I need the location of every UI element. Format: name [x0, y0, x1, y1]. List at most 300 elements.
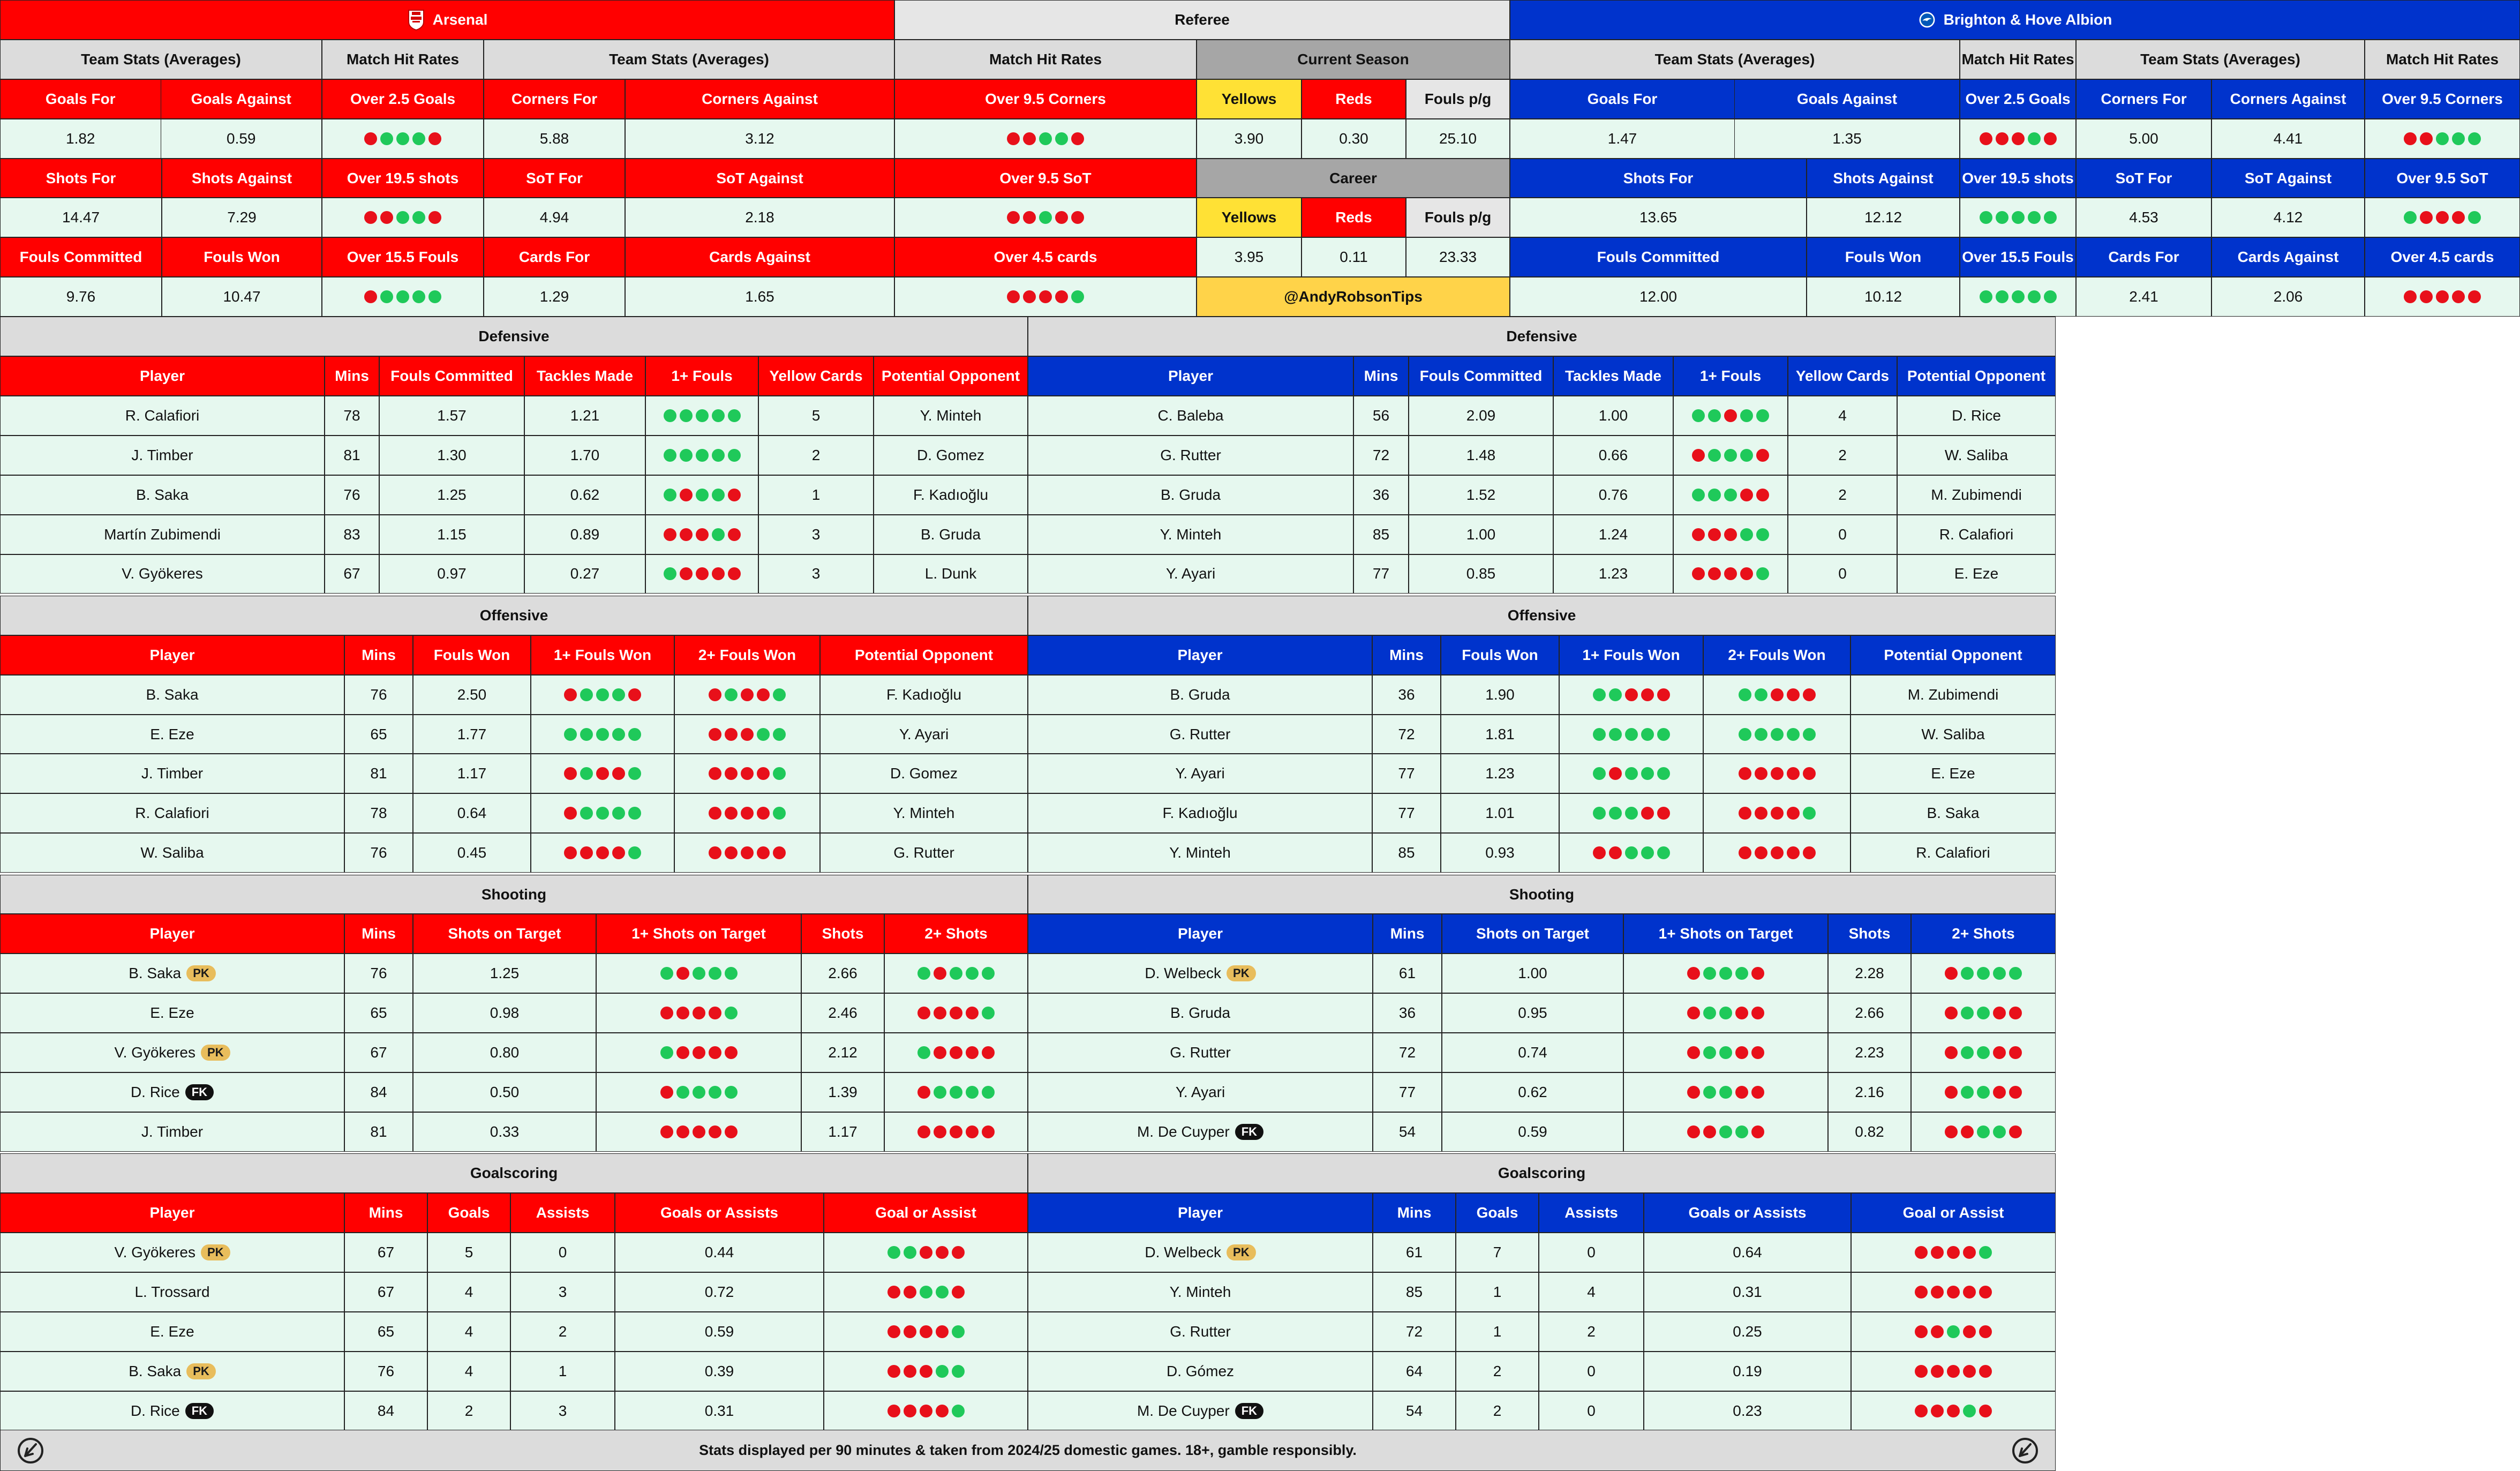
hit-rate-dots: [887, 1246, 965, 1259]
miss-dot: [564, 846, 577, 859]
hit-dot: [380, 132, 393, 145]
hit-dot: [982, 967, 995, 980]
miss-dot: [773, 846, 786, 859]
hit-dot: [1039, 211, 1052, 224]
table-row: [0, 554, 1028, 594]
miss-dot: [757, 846, 770, 859]
away-over-corners-dots: [2365, 119, 2520, 159]
miss-dot: [596, 767, 609, 780]
column-header: Potential Opponent: [1897, 356, 2056, 396]
table-row: [1028, 515, 2056, 554]
stat-fw: 0.93: [1441, 833, 1559, 873]
away-hit-rates-label: Match Hit Rates: [2365, 40, 2520, 79]
miss-dot: [757, 767, 770, 780]
stat-fc: 1.52: [1409, 475, 1553, 515]
player-label: B. Gruda: [1170, 1004, 1231, 1022]
hit-dot: [380, 290, 393, 303]
player-label: C. Baleba: [1157, 407, 1224, 424]
hit-rate-dots: [664, 528, 741, 541]
hit-dot: [2012, 290, 2025, 303]
player-label: F. Kadıoğlu: [1162, 805, 1238, 822]
stat-fc: 0.97: [379, 554, 524, 594]
hit-rate-dots: [1687, 1125, 1764, 1138]
hit-dot: [1625, 807, 1638, 820]
stat-opp: R. Calafiori: [1850, 833, 2056, 873]
miss-dot: [1692, 567, 1705, 580]
player-label: E. Eze: [150, 1323, 194, 1340]
stat-mins: 85: [1373, 1272, 1456, 1312]
home-shots-against: 7.29: [162, 198, 322, 237]
stat-g: 1: [1456, 1312, 1539, 1352]
hit-dot: [1735, 1125, 1748, 1138]
miss-dot: [728, 528, 741, 541]
player-label: J. Timber: [141, 765, 204, 782]
stat-tm: 1.24: [1553, 515, 1673, 554]
miss-dot: [1687, 967, 1700, 980]
miss-dot: [1609, 767, 1622, 780]
player-label: G. Rutter: [1160, 446, 1221, 463]
miss-dot: [904, 1405, 916, 1417]
hit-rate-dots: [709, 767, 786, 780]
miss-dot: [1771, 846, 1784, 859]
hit-dot: [564, 728, 577, 741]
miss-dot: [709, 807, 721, 820]
hit-dot: [2028, 211, 2041, 224]
hit-dot: [1735, 967, 1748, 980]
miss-dot: [1751, 967, 1764, 980]
hit-rate-dots: [1692, 567, 1769, 580]
hit-dot: [660, 1046, 673, 1059]
player-name: [0, 436, 325, 475]
away-team-name: Brighton & Hove Albion: [1943, 11, 2112, 28]
stat-opp: L. Dunk: [874, 554, 1028, 594]
hit-rate-cell: [596, 1112, 801, 1152]
stat-shots: 2.46: [801, 993, 884, 1033]
player-name: [1028, 1312, 1373, 1352]
hit-rate-dots: [2404, 290, 2481, 303]
player-name: [0, 833, 344, 873]
miss-dot: [741, 846, 754, 859]
hit-rate-cell: [1703, 793, 1850, 833]
stat-a: 2: [510, 1312, 615, 1352]
miss-dot: [1657, 807, 1670, 820]
over-sot-header: Over 9.5 SoT: [2365, 159, 2520, 198]
miss-dot: [1947, 1405, 1960, 1417]
hit-rate-cell: [884, 1072, 1028, 1112]
miss-dot: [1007, 211, 1020, 224]
miss-dot: [936, 1246, 949, 1259]
player-label: D. Rice: [130, 1402, 180, 1419]
hit-rate-dots: [364, 211, 441, 224]
hit-rate-dots: [660, 1007, 738, 1019]
hit-rate-cell: [1623, 954, 1828, 993]
away-offensive-section: [1028, 596, 2056, 873]
player-label: Y. Ayari: [1175, 1083, 1225, 1100]
hit-rate-dots: [564, 846, 641, 859]
miss-dot: [1755, 846, 1767, 859]
hit-dot: [725, 688, 738, 701]
hit-rate-cell: [645, 436, 758, 475]
hit-rate-dots: [709, 688, 786, 701]
hit-rate-dots: [2404, 211, 2481, 224]
miss-dot: [2452, 290, 2465, 303]
miss-dot: [725, 728, 738, 741]
table-header-row: [0, 635, 1028, 675]
column-header: Mins: [1373, 1193, 1456, 1233]
hit-dot: [1980, 211, 1992, 224]
miss-dot: [1740, 567, 1753, 580]
stat-opp: Y. Minteh: [820, 793, 1028, 833]
column-header: Mins: [344, 914, 413, 954]
hit-rate-cell: [1673, 436, 1788, 475]
hit-dot: [1593, 688, 1606, 701]
career-label: Career: [1197, 159, 1510, 198]
miss-dot: [1023, 290, 1036, 303]
miss-dot: [887, 1325, 900, 1338]
hit-rate-cell: [531, 715, 674, 754]
miss-dot: [564, 688, 577, 701]
referee-career-fouls: 23.33: [1406, 237, 1510, 277]
stat-tm: 0.27: [524, 554, 645, 594]
hit-rate-dots: [917, 1086, 995, 1099]
shots-against-header: Shots Against: [162, 159, 322, 198]
stat-yc: 0: [1788, 515, 1897, 554]
referee-current-reds: 0.30: [1302, 119, 1406, 159]
stat-mins: 76: [325, 475, 379, 515]
hit-dot: [773, 807, 786, 820]
stat-sot: 0.80: [413, 1033, 596, 1072]
fouls-won-header: Fouls Won: [1807, 237, 1960, 277]
hit-rate-dots: [664, 489, 741, 501]
column-header: Goals: [427, 1193, 510, 1233]
reds-label: Reds: [1302, 79, 1406, 119]
miss-dot: [1687, 1125, 1700, 1138]
player-label: Y. Ayari: [1175, 765, 1225, 782]
miss-dot: [709, 767, 721, 780]
stat-mins: 54: [1373, 1391, 1456, 1431]
hit-rate-cell: [824, 1272, 1028, 1312]
miss-dot: [2420, 211, 2433, 224]
stat-sot: 1.25: [413, 954, 596, 993]
hit-dot: [917, 967, 930, 980]
column-header: Player: [1028, 635, 1372, 675]
hit-rate-cell: [1911, 1072, 2056, 1112]
hit-rate-dots: [1915, 1365, 1992, 1378]
hit-dot: [1703, 1007, 1716, 1019]
table-row: [1028, 754, 2056, 793]
miss-dot: [1787, 807, 1800, 820]
home-over-shots-dots: [322, 198, 484, 237]
hit-rate-cell: [1673, 475, 1788, 515]
miss-dot: [1708, 528, 1721, 541]
hit-dot: [580, 688, 593, 701]
hit-dot: [1977, 1046, 1990, 1059]
column-header: 1+ Fouls: [645, 356, 758, 396]
table-row: [0, 954, 1028, 993]
hit-dot: [676, 1086, 689, 1099]
hit-dot: [1609, 688, 1622, 701]
stat-tm: 0.62: [524, 475, 645, 515]
miss-dot: [676, 1046, 689, 1059]
hit-rate-cell: [824, 1312, 1028, 1352]
hit-rate-dots: [2404, 132, 2481, 145]
stat-ga: 0.23: [1644, 1391, 1851, 1431]
miss-dot: [1979, 1325, 1992, 1338]
hit-rate-dots: [664, 449, 741, 462]
referee-career-yellows: 3.95: [1197, 237, 1302, 277]
hit-dot: [1625, 767, 1638, 780]
table-row: [1028, 1112, 2056, 1152]
table-header-row: [0, 356, 1028, 396]
hit-rate-cell: [645, 396, 758, 436]
table-row: [1028, 675, 2056, 715]
stat-fw: 0.45: [413, 833, 531, 873]
miss-dot: [693, 1046, 705, 1059]
home-cards-against: 1.65: [625, 277, 894, 317]
away-goals-for: 1.47: [1510, 119, 1735, 158]
stat-mins: 36: [1372, 675, 1441, 715]
stat-ga: 0.19: [1644, 1352, 1851, 1391]
stat-opp: G. Rutter: [820, 833, 1028, 873]
hit-dot: [1657, 767, 1670, 780]
miss-dot: [917, 1086, 930, 1099]
hit-dot: [396, 211, 409, 224]
column-header: Shots on Target: [1442, 914, 1623, 954]
home-over-cards-dots: [894, 277, 1197, 317]
miss-dot: [887, 1405, 900, 1417]
stat-mins: 85: [1372, 833, 1441, 873]
miss-dot: [1803, 846, 1816, 859]
hit-dot: [1977, 1007, 1990, 1019]
hit-dot: [2468, 211, 2481, 224]
player-name: [0, 515, 325, 554]
section-title: Offensive: [1028, 596, 2056, 635]
hit-rate-cell: [884, 1112, 1028, 1152]
hit-rate-dots: [1739, 688, 1816, 701]
stat-opp: M. Zubimendi: [1850, 675, 2056, 715]
miss-dot: [1961, 1125, 1974, 1138]
hit-dot: [628, 767, 641, 780]
hit-dot: [712, 409, 725, 422]
hit-dot: [1708, 449, 1721, 462]
hit-dot: [966, 1086, 979, 1099]
column-header: 1+ Shots on Target: [1623, 914, 1828, 954]
column-header: Mins: [344, 1193, 427, 1233]
hit-dot: [628, 846, 641, 859]
over-shots-header: Over 19.5 shots: [1960, 159, 2076, 198]
miss-dot: [2009, 1007, 2022, 1019]
home-values-pair: [0, 119, 322, 159]
column-header: 1+ Fouls: [1673, 356, 1788, 396]
hit-dot: [712, 489, 725, 501]
miss-dot: [1007, 132, 1020, 145]
stat-mins: 61: [1373, 954, 1442, 993]
miss-dot: [1739, 767, 1751, 780]
stat-a: 0: [1539, 1352, 1644, 1391]
hit-rate-cell: [1559, 833, 1703, 873]
hit-dot: [1593, 767, 1606, 780]
away-shots-against: 12.12: [1807, 198, 1960, 237]
hit-dot: [1071, 290, 1084, 303]
player-label: Y. Ayari: [1165, 565, 1216, 582]
miss-dot: [1979, 1286, 1992, 1299]
hit-dot: [596, 728, 609, 741]
miss-dot: [1945, 1086, 1958, 1099]
column-header: Player: [1028, 1193, 1373, 1233]
table-row: [1028, 1072, 2056, 1112]
stat-yc: 2: [758, 436, 874, 475]
hit-rate-dots: [1739, 846, 1816, 859]
hit-rate-cell: [1673, 515, 1788, 554]
stat-opp: W. Saliba: [1897, 436, 2056, 475]
stat-fw: 0.64: [413, 793, 531, 833]
player-name: [1028, 1112, 1373, 1152]
away-shots-for: 13.65: [1510, 198, 1807, 237]
table-row: [0, 436, 1028, 475]
miss-dot: [725, 1125, 738, 1138]
hit-dot: [1641, 728, 1654, 741]
hit-rate-dots: [709, 846, 786, 859]
stat-shots: 2.16: [1828, 1072, 1911, 1112]
miss-dot: [1771, 767, 1784, 780]
miss-dot: [757, 807, 770, 820]
shots-for-header: Shots For: [0, 159, 162, 198]
hit-dot: [709, 967, 721, 980]
player-label: V. Gyökeres: [114, 1244, 195, 1261]
hit-dot: [612, 728, 625, 741]
stat-opp: M. Zubimendi: [1897, 475, 2056, 515]
penalty-taker-badge: PK: [201, 1045, 230, 1061]
miss-dot: [696, 567, 709, 580]
miss-dot: [680, 489, 693, 501]
hit-dot: [1719, 967, 1732, 980]
home-shooting-section: [0, 875, 1028, 1152]
table-row: [0, 1391, 1028, 1431]
goals-against-header: Goals Against: [1796, 90, 1898, 107]
column-header: 2+ Fouls Won: [1703, 635, 1850, 675]
miss-dot: [364, 132, 377, 145]
hit-dot: [696, 409, 709, 422]
away-sot-for: 4.53: [2076, 198, 2211, 237]
away-goalscoring-section: [1028, 1153, 2056, 1430]
hit-dot: [728, 449, 741, 462]
miss-dot: [1023, 211, 1036, 224]
over-shots-header: Over 19.5 shots: [322, 159, 484, 198]
player-name: [1028, 396, 1353, 436]
miss-dot: [1692, 449, 1705, 462]
stat-opp: B. Saka: [1850, 793, 2056, 833]
table-row: [0, 793, 1028, 833]
goals-against-header: Goals Against: [191, 90, 291, 107]
miss-dot: [1915, 1325, 1928, 1338]
referee-current-fouls: 25.10: [1406, 119, 1510, 159]
hit-dot: [1977, 967, 1990, 980]
miss-dot: [660, 1125, 673, 1138]
hit-rate-cell: [824, 1352, 1028, 1391]
miss-dot: [428, 132, 441, 145]
player-label: G. Rutter: [1169, 725, 1231, 742]
table-row: [1028, 993, 2056, 1033]
column-header: Tackles Made: [1553, 356, 1673, 396]
sot-against-header: SoT Against: [625, 159, 894, 198]
hit-rate-cell: [531, 833, 674, 873]
hit-dot: [773, 728, 786, 741]
hit-dot: [1996, 290, 2009, 303]
hit-rate-cell: [1623, 1072, 1828, 1112]
stat-fw: 1.77: [413, 715, 531, 754]
column-header: Mins: [1373, 914, 1442, 954]
hit-rate-dots: [664, 567, 741, 580]
miss-dot: [709, 1125, 721, 1138]
hit-dot: [1963, 1405, 1976, 1417]
stat-opp: Y. Ayari: [820, 715, 1028, 754]
player-name: [0, 554, 325, 594]
stat-mins: 76: [344, 675, 413, 715]
stat-mins: 77: [1372, 754, 1441, 793]
hit-dot: [412, 211, 425, 224]
miss-dot: [1979, 1365, 1992, 1378]
miss-dot: [1609, 846, 1622, 859]
stat-tm: 1.70: [524, 436, 645, 475]
stat-a: 3: [510, 1391, 615, 1431]
column-header: Fouls Committed: [1409, 356, 1553, 396]
hit-dot: [628, 807, 641, 820]
stat-opp: F. Kadıoğlu: [820, 675, 1028, 715]
hit-rate-dots: [887, 1365, 965, 1378]
hit-rate-cell: [1673, 554, 1788, 594]
table-row: [0, 1112, 1028, 1152]
section-title: Shooting: [1028, 875, 2056, 914]
stat-ga: 0.59: [615, 1312, 824, 1352]
column-header: 1+ Fouls Won: [1559, 635, 1703, 675]
miss-dot: [693, 1007, 705, 1019]
column-header: Yellow Cards: [1788, 356, 1897, 396]
player-name: [1028, 833, 1372, 873]
hit-rate-dots: [1915, 1246, 1992, 1259]
hit-dot: [1625, 846, 1638, 859]
home-team-banner: [0, 0, 894, 40]
hit-dot: [1961, 1046, 1974, 1059]
table-row: [1028, 396, 2056, 436]
player-name: [0, 1233, 344, 1272]
home-over-sot-dots: [894, 198, 1197, 237]
hit-dot: [1641, 767, 1654, 780]
player-label: B. Gruda: [1170, 686, 1230, 703]
stat-g: 2: [1456, 1352, 1539, 1391]
miss-dot: [1915, 1286, 1928, 1299]
stat-mins: 67: [344, 1233, 427, 1272]
column-header: Mins: [1353, 356, 1409, 396]
miss-dot: [934, 1125, 946, 1138]
miss-dot: [580, 846, 593, 859]
miss-dot: [917, 1125, 930, 1138]
hit-dot: [950, 1086, 962, 1099]
miss-dot: [1751, 1046, 1764, 1059]
hit-rate-dots: [1687, 1046, 1764, 1059]
table-header-row: [1028, 1193, 2056, 1233]
hit-rate-cell: [596, 1072, 801, 1112]
hit-dot: [696, 449, 709, 462]
hit-rate-cell: [1703, 833, 1850, 873]
player-label: D. Rice: [130, 1083, 180, 1100]
hit-dot: [1609, 807, 1622, 820]
away-hdr-pair: [1510, 79, 1960, 119]
home-hit-rates-label: Match Hit Rates: [894, 40, 1197, 79]
hit-rate-dots: [1915, 1405, 1992, 1417]
player-name: [0, 1391, 344, 1431]
stat-mins: 56: [1353, 396, 1409, 436]
miss-dot: [1947, 1286, 1960, 1299]
